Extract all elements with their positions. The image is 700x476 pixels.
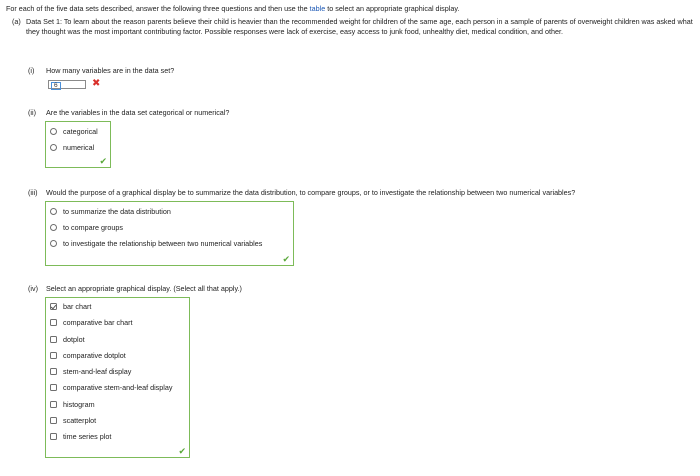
question-1-text: How many variables are in the data set?: [46, 66, 175, 75]
option-label: to investigate the relationship between two numerical variables: [63, 239, 263, 248]
instructions-text-after: to select an appropriate graphical display.: [325, 4, 460, 13]
option-categorical[interactable]: [50, 127, 98, 137]
checkbox[interactable]: [50, 384, 57, 391]
question-2-number: (ii): [28, 108, 36, 117]
option-label: categorical: [63, 127, 98, 136]
question-3-text: Would the purpose of a graphical display be to summarize the data distribution, to compare groups, or to investigate the relationship between two numerical variables?: [46, 188, 576, 197]
radio-button[interactable]: [50, 224, 57, 231]
option-label: to compare groups: [63, 223, 123, 232]
option-comparative-stem-and-leaf[interactable]: [50, 383, 172, 393]
correct-check-icon: ✔: [99, 156, 107, 166]
variable-type-options: [45, 121, 111, 168]
option-label: numerical: [63, 143, 95, 152]
purpose-options: [45, 201, 294, 266]
option-comparative-bar-chart[interactable]: [50, 318, 133, 328]
option-label: bar chart: [63, 302, 92, 311]
variables-count-value: 6: [51, 82, 61, 90]
checkbox[interactable]: [50, 336, 57, 343]
variables-count-input[interactable]: [48, 80, 86, 89]
checkbox[interactable]: [50, 319, 57, 326]
part-a: [12, 17, 694, 36]
checkbox[interactable]: [50, 401, 57, 408]
option-compare-groups[interactable]: [50, 223, 123, 233]
part-a-label: (a): [12, 17, 21, 26]
incorrect-icon: ✖: [92, 78, 101, 89]
option-label: to summarize the data distribution: [63, 207, 171, 216]
radio-button[interactable]: [50, 144, 57, 151]
question-3-number: (iii): [28, 188, 38, 197]
question-4: [28, 284, 242, 294]
option-label: histogram: [63, 400, 95, 409]
option-summarize-distribution[interactable]: [50, 207, 171, 217]
question-1-number: (i): [28, 66, 35, 75]
instructions-text-before: For each of the five data sets described, answer the following three questions and then use the: [6, 4, 310, 13]
option-label: comparative dotplot: [63, 351, 126, 360]
option-dotplot[interactable]: [50, 335, 85, 345]
correct-check-icon: ✔: [282, 254, 290, 264]
radio-button[interactable]: [50, 240, 57, 247]
question-4-text: Select an appropriate graphical display. (Select all that apply.): [46, 284, 242, 293]
table-link[interactable]: table: [309, 4, 326, 13]
radio-button[interactable]: [50, 208, 57, 215]
data-set-description: Data Set 1: To learn about the reason parents believe their child is heavier than the recommended weight for children of the same age, each person in a sample of parents of overweight children was asked what they thought was the most important contributing factor. Possible responses were lack of exercise, easy access to junk food, unhealthy diet, medical condition, and other.: [26, 17, 693, 36]
option-numerical[interactable]: [50, 143, 94, 153]
graphical-display-options: [45, 297, 190, 458]
option-scatterplot[interactable]: [50, 416, 96, 426]
option-label: dotplot: [63, 335, 85, 344]
instructions: [6, 4, 696, 14]
option-label: comparative stem-and-leaf display: [63, 383, 173, 392]
option-stem-and-leaf[interactable]: [50, 367, 131, 377]
option-label: stem-and-leaf display: [63, 367, 132, 376]
question-4-number: (iv): [28, 284, 38, 293]
option-histogram[interactable]: [50, 400, 95, 410]
option-comparative-dotplot[interactable]: [50, 351, 126, 361]
question-1: [28, 66, 174, 76]
option-investigate-relationship[interactable]: [50, 239, 262, 249]
question-2: [28, 108, 229, 118]
question-2-text: Are the variables in the data set categorical or numerical?: [46, 108, 230, 117]
question-3: [28, 188, 575, 198]
checkbox[interactable]: [50, 352, 57, 359]
checkbox[interactable]: [50, 368, 57, 375]
checkbox[interactable]: [50, 303, 57, 310]
option-time-series-plot[interactable]: [50, 432, 111, 442]
checkbox[interactable]: [50, 433, 57, 440]
checkbox[interactable]: [50, 417, 57, 424]
radio-button[interactable]: [50, 128, 57, 135]
correct-check-icon: ✔: [178, 446, 186, 456]
option-bar-chart[interactable]: [50, 302, 91, 312]
option-label: scatterplot: [63, 416, 97, 425]
option-label: time series plot: [63, 432, 112, 441]
option-label: comparative bar chart: [63, 318, 133, 327]
